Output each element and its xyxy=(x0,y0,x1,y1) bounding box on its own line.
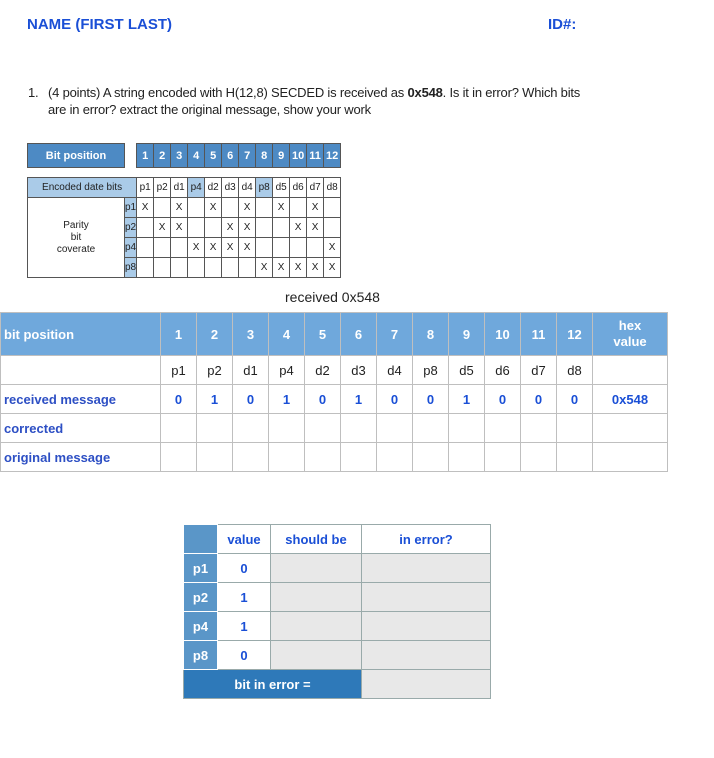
original-cell[interactable] xyxy=(449,443,485,472)
t3-name-p4: p4 xyxy=(184,612,218,641)
parity-row-p1 xyxy=(28,198,341,218)
mark: X xyxy=(205,238,222,258)
mark xyxy=(256,218,273,238)
bit-name: d8 xyxy=(557,356,593,385)
mark: X xyxy=(273,198,290,218)
mark xyxy=(171,238,188,258)
mark xyxy=(273,238,290,258)
mark: X xyxy=(239,218,256,238)
t2-pos-12: 12 xyxy=(557,313,593,356)
corrected-cell[interactable] xyxy=(341,414,377,443)
t1-enc-5: d2 xyxy=(205,178,222,198)
original-row xyxy=(1,443,668,472)
t1-enc-7: d4 xyxy=(239,178,256,198)
original-cell[interactable] xyxy=(521,443,557,472)
mark xyxy=(154,198,171,218)
t3-in-error-p1[interactable] xyxy=(362,554,491,583)
mark xyxy=(307,238,324,258)
t1-pos-4: 4 xyxy=(188,144,205,168)
original-cell[interactable] xyxy=(485,443,521,472)
mark: X xyxy=(290,218,307,238)
mark xyxy=(324,218,341,238)
question-text-post: . Is it in error? Which bits xyxy=(442,85,581,100)
mark: X xyxy=(324,238,341,258)
t3-row-p1 xyxy=(184,554,491,583)
original-cell[interactable] xyxy=(557,443,593,472)
t2-pos-9: 9 xyxy=(449,313,485,356)
t2-bit-position-label: bit position xyxy=(1,313,161,356)
mark xyxy=(256,198,273,218)
t3-in-error-p4[interactable] xyxy=(362,612,491,641)
mark: X xyxy=(307,198,324,218)
mark xyxy=(324,198,341,218)
t3-value-header: value xyxy=(218,525,271,554)
mark: X xyxy=(239,238,256,258)
parity-coverage-label xyxy=(28,198,125,278)
t3-bit-in-error-row xyxy=(184,670,491,699)
t1-pos-10: 10 xyxy=(290,144,307,168)
t2-pos-8: 8 xyxy=(413,313,449,356)
received-bit: 0 xyxy=(485,385,521,414)
corrected-cell[interactable] xyxy=(269,414,305,443)
mark xyxy=(222,258,239,278)
t1-pos-12: 12 xyxy=(324,144,341,168)
t1-pos-5: 5 xyxy=(205,144,222,168)
mark: X xyxy=(273,258,290,278)
received-bit: 0 xyxy=(413,385,449,414)
t2-pos-1: 1 xyxy=(161,313,197,356)
t1-pos-3: 3 xyxy=(171,144,188,168)
t2-hex-header xyxy=(593,313,668,356)
t3-name-p1: p1 xyxy=(184,554,218,583)
mark: X xyxy=(171,198,188,218)
t1-enc-4: p4 xyxy=(188,178,205,198)
encoded-row xyxy=(28,178,341,198)
mark xyxy=(188,198,205,218)
received-bit: 1 xyxy=(269,385,305,414)
question-text-pre: (4 points) A string encoded with H(12,8) SECDED is received as xyxy=(48,85,408,100)
original-cell[interactable] xyxy=(161,443,197,472)
received-bit: 1 xyxy=(341,385,377,414)
bit-position-header: Bit position xyxy=(28,144,125,168)
mark xyxy=(188,258,205,278)
mark xyxy=(154,238,171,258)
parity-name-p4: p4 xyxy=(125,238,137,258)
received-bit: 0 xyxy=(233,385,269,414)
t3-name-p2: p2 xyxy=(184,583,218,612)
corrected-cell[interactable] xyxy=(197,414,233,443)
parity-coverage-table xyxy=(27,143,341,278)
question-number: 1. xyxy=(28,85,39,100)
t3-row-p4 xyxy=(184,612,491,641)
t1-pos-11: 11 xyxy=(307,144,324,168)
original-cell[interactable] xyxy=(269,443,305,472)
parity-name-p1: p1 xyxy=(125,198,137,218)
hex-header-1: hex xyxy=(618,318,642,333)
t3-value-p1: 0 xyxy=(218,554,271,583)
t1-enc-6: d3 xyxy=(222,178,239,198)
t3-value-p4: 1 xyxy=(218,612,271,641)
t2-pos-11: 11 xyxy=(521,313,557,356)
corrected-cell[interactable] xyxy=(305,414,341,443)
name-label: NAME (FIRST LAST) xyxy=(27,16,172,33)
t2-pos-4: 4 xyxy=(269,313,305,356)
corrected-cell[interactable] xyxy=(233,414,269,443)
mark xyxy=(239,258,256,278)
question-text xyxy=(28,84,668,118)
corrected-cell[interactable] xyxy=(449,414,485,443)
t1-enc-8: p8 xyxy=(256,178,273,198)
parity-name-p2: p2 xyxy=(125,218,137,238)
mark: X xyxy=(307,218,324,238)
received-caption: received 0x548 xyxy=(285,289,380,305)
corrected-cell[interactable] xyxy=(557,414,593,443)
corrected-hex-cell[interactable] xyxy=(593,414,668,443)
mark xyxy=(171,258,188,278)
mark xyxy=(290,198,307,218)
original-cell[interactable] xyxy=(197,443,233,472)
corrected-cell[interactable] xyxy=(521,414,557,443)
parity-name-p8: p8 xyxy=(125,258,137,278)
received-label: received message xyxy=(1,385,161,414)
mark: X xyxy=(137,198,154,218)
message-table xyxy=(0,312,668,472)
mark xyxy=(222,198,239,218)
t2-names-row xyxy=(1,356,668,385)
bit-name: p1 xyxy=(161,356,197,385)
mark: X xyxy=(239,198,256,218)
bit-name: p4 xyxy=(269,356,305,385)
t3-name-p8: p8 xyxy=(184,641,218,670)
parity-label-3: coverate xyxy=(56,243,96,255)
t2-names-empty xyxy=(1,356,161,385)
corrected-cell[interactable] xyxy=(413,414,449,443)
received-hex: 0x548 xyxy=(593,385,668,414)
t1-pos-1: 1 xyxy=(137,144,154,168)
question-line2: are in error? extract the original message, show your work xyxy=(48,102,371,117)
t3-corner xyxy=(184,525,218,554)
received-bit: 1 xyxy=(197,385,233,414)
t2-names-hex-empty xyxy=(593,356,668,385)
t3-value-p2: 1 xyxy=(218,583,271,612)
mark: X xyxy=(256,258,273,278)
bit-name: d4 xyxy=(377,356,413,385)
original-hex-cell[interactable] xyxy=(593,443,668,472)
t3-in-error-header: in error? xyxy=(362,525,491,554)
gap-row xyxy=(28,168,341,178)
mark: X xyxy=(154,218,171,238)
t2-header-row xyxy=(1,313,668,356)
t1-enc-10: d6 xyxy=(290,178,307,198)
t3-should-be-p2[interactable] xyxy=(271,583,362,612)
received-bit: 0 xyxy=(161,385,197,414)
mark xyxy=(137,258,154,278)
question-value: 0x548 xyxy=(407,85,443,100)
bit-name: d3 xyxy=(341,356,377,385)
received-bit: 0 xyxy=(377,385,413,414)
t1-pos-8: 8 xyxy=(256,144,273,168)
mark: X xyxy=(307,258,324,278)
mark: X xyxy=(222,238,239,258)
mark xyxy=(205,218,222,238)
hex-header-2: value xyxy=(613,334,647,349)
parity-check-table xyxy=(183,524,491,699)
received-bit: 0 xyxy=(521,385,557,414)
bit-name: p8 xyxy=(413,356,449,385)
received-row xyxy=(1,385,668,414)
mark xyxy=(273,218,290,238)
t3-header-row xyxy=(184,525,491,554)
bit-name: d5 xyxy=(449,356,485,385)
mark: X xyxy=(324,258,341,278)
mark: X xyxy=(290,258,307,278)
mark xyxy=(137,218,154,238)
mark: X xyxy=(171,218,188,238)
original-label: original message xyxy=(1,443,161,472)
mark xyxy=(205,258,222,278)
mark xyxy=(137,238,154,258)
t3-in-error-p2[interactable] xyxy=(362,583,491,612)
mark xyxy=(290,238,307,258)
bit-in-error-answer[interactable] xyxy=(362,670,491,699)
t2-pos-10: 10 xyxy=(485,313,521,356)
corrected-cell[interactable] xyxy=(485,414,521,443)
bit-name: d2 xyxy=(305,356,341,385)
mark xyxy=(188,218,205,238)
t2-pos-2: 2 xyxy=(197,313,233,356)
corrected-row xyxy=(1,414,668,443)
original-cell[interactable] xyxy=(305,443,341,472)
t2-pos-5: 5 xyxy=(305,313,341,356)
mark xyxy=(256,238,273,258)
parity-label-1: Parity xyxy=(63,219,89,231)
bit-name: d6 xyxy=(485,356,521,385)
header-spacer xyxy=(125,144,137,168)
bit-name: d1 xyxy=(233,356,269,385)
t3-should-be-header: should be xyxy=(271,525,362,554)
mark: X xyxy=(205,198,222,218)
t1-enc-9: d5 xyxy=(273,178,290,198)
t1-enc-11: d7 xyxy=(307,178,324,198)
parity-label-2: bit xyxy=(70,231,82,243)
t3-in-error-p8[interactable] xyxy=(362,641,491,670)
t1-enc-1: p1 xyxy=(137,178,154,198)
t1-pos-6: 6 xyxy=(222,144,239,168)
mark: X xyxy=(188,238,205,258)
t2-pos-7: 7 xyxy=(377,313,413,356)
received-bit: 0 xyxy=(305,385,341,414)
t2-pos-3: 3 xyxy=(233,313,269,356)
received-bit: 0 xyxy=(557,385,593,414)
t3-should-be-p8[interactable] xyxy=(271,641,362,670)
encoded-label: Encoded date bits xyxy=(28,178,137,198)
original-cell[interactable] xyxy=(377,443,413,472)
t3-row-p8 xyxy=(184,641,491,670)
corrected-cell[interactable] xyxy=(377,414,413,443)
mark: X xyxy=(222,218,239,238)
t3-should-be-p4[interactable] xyxy=(271,612,362,641)
bit-position-row xyxy=(28,144,341,168)
t1-pos-2: 2 xyxy=(154,144,171,168)
t1-pos-9: 9 xyxy=(273,144,290,168)
original-cell[interactable] xyxy=(233,443,269,472)
t1-enc-3: d1 xyxy=(171,178,188,198)
original-cell[interactable] xyxy=(341,443,377,472)
received-bit: 1 xyxy=(449,385,485,414)
bit-name: p2 xyxy=(197,356,233,385)
t2-pos-6: 6 xyxy=(341,313,377,356)
bit-in-error-label: bit in error = xyxy=(184,670,362,699)
t3-row-p2 xyxy=(184,583,491,612)
t1-enc-2: p2 xyxy=(154,178,171,198)
mark xyxy=(154,258,171,278)
t1-pos-7: 7 xyxy=(239,144,256,168)
t3-value-p8: 0 xyxy=(218,641,271,670)
corrected-label: corrected xyxy=(1,414,161,443)
t1-enc-12: d8 xyxy=(324,178,341,198)
bit-name: d7 xyxy=(521,356,557,385)
t3-should-be-p1[interactable] xyxy=(271,554,362,583)
id-label: ID#: xyxy=(548,16,577,33)
original-cell[interactable] xyxy=(413,443,449,472)
corrected-cell[interactable] xyxy=(161,414,197,443)
